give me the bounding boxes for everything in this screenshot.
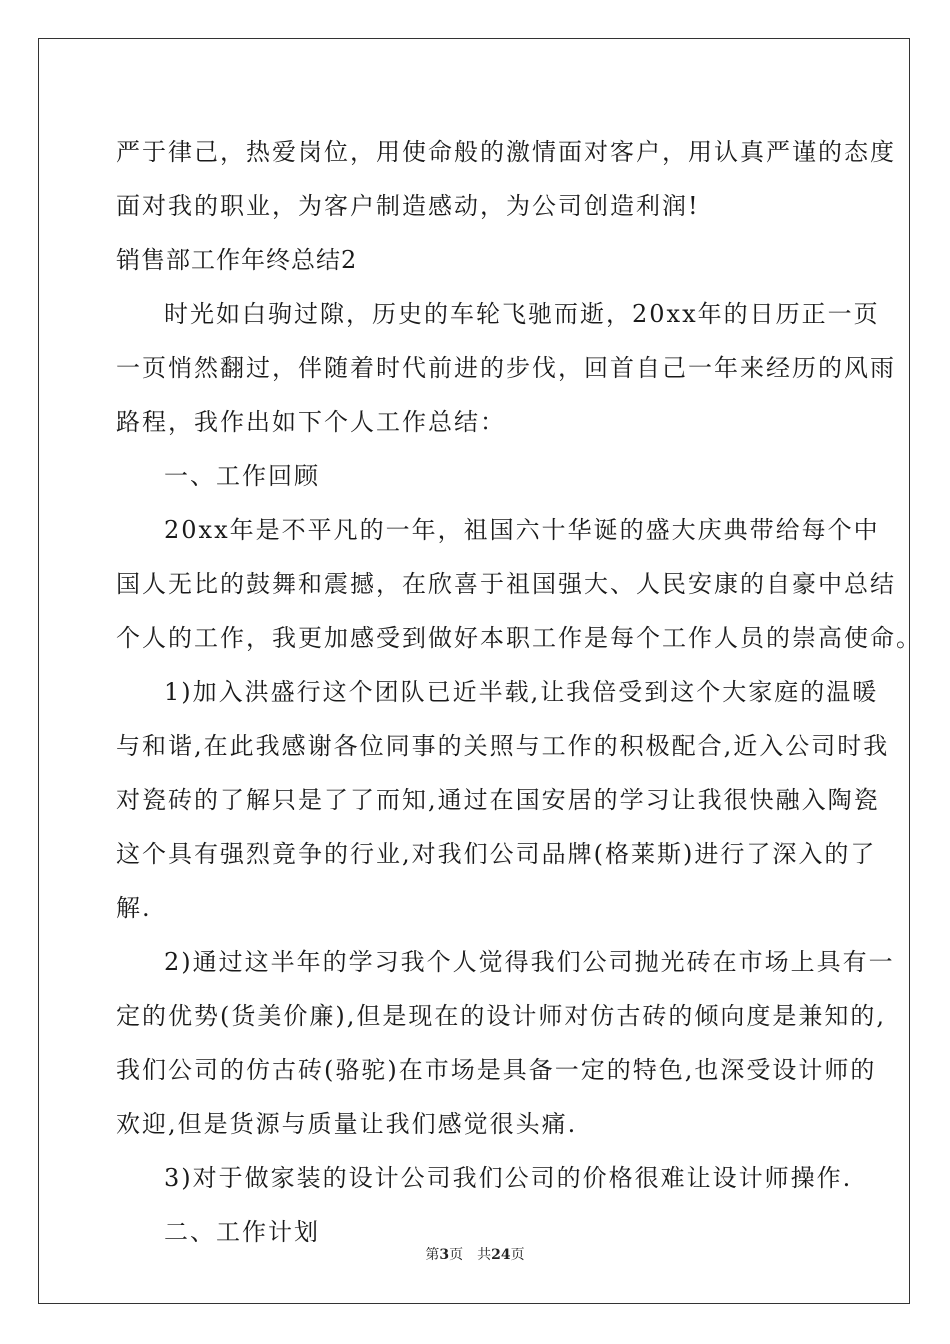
page-footer [0,1244,950,1264]
text-line: 路程，我作出如下个人工作总结： [116,408,506,436]
text-line: 解. [116,894,152,922]
section-title: 销售部工作年终总结2 [116,246,358,274]
text-line: 定的优势(货美价廉),但是现在的设计师对仿古砖的倾向度是兼知的, [116,1002,886,1030]
page-prefix: 第 [425,1247,440,1263]
total-prefix: 共 [477,1247,492,1263]
text-line: 欢迎,但是货源与质量让我们感觉很头痛. [116,1110,578,1138]
text-line: 时光如白驹过隙，历史的车轮飞驰而逝，20xx年的日历正一页 [164,300,880,328]
text-line: 个人的工作，我更加感受到做好本职工作是每个工作人员的崇高使命。 [116,624,922,652]
page-suffix: 页 [449,1247,464,1263]
text-line: 与和谐,在此我感谢各位同事的关照与工作的积极配合,近入公司时我 [116,732,890,760]
total-suffix: 页 [510,1247,525,1263]
text-line: 1)加入洪盛行这个团队已近半载,让我倍受到这个大家庭的温暖 [164,678,879,706]
text-line: 20xx年是不平凡的一年，祖国六十华诞的盛大庆典带给每个中 [164,516,880,544]
text-line: 严于律己，热爱岗位，用使命般的激情面对客户，用认真严谨的态度 [116,138,896,166]
text-line: 这个具有强烈竟争的行业,对我们公司品牌(格莱斯)进行了深入的了 [116,840,877,868]
page-number: 3 [439,1247,450,1263]
subsection-heading: 二、工作计划 [164,1218,320,1246]
total-pages: 24 [491,1247,511,1263]
document-body [116,125,922,1259]
text-line: 对瓷砖的了解只是了了而知,通过在国安居的学习让我很快融入陶瓷 [116,786,880,814]
text-line: 面对我的职业，为客户制造感动，为公司创造利润! [116,192,700,220]
text-line: 我们公司的仿古砖(骆驼)在市场是具备一定的特色,也深受设计师的 [116,1056,877,1084]
subsection-heading: 一、工作回顾 [164,462,320,490]
text-line: 3)对于做家装的设计公司我们公司的价格很难让设计师操作. [164,1164,853,1192]
text-line: 2)通过这半年的学习我个人觉得我们公司抛光砖在市场上具有一 [164,948,895,976]
text-line: 一页悄然翻过，伴随着时代前进的步伐，回首自己一年来经历的风雨 [116,354,896,382]
text-line: 国人无比的鼓舞和震撼，在欣喜于祖国强大、人民安康的自豪中总结 [116,570,896,598]
